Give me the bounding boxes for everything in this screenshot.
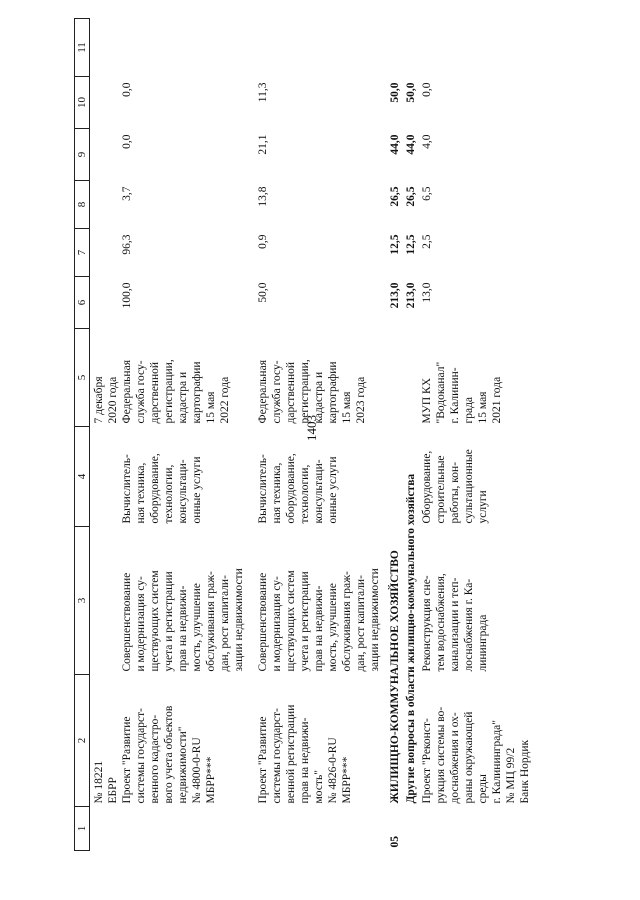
project-executor: 7 декабря 2020 года Федеральная служба госу- дарственной регистрации, кадастра и картографии 15 мая 2022 года [93,359,231,424]
section-total-8: 26,5 [389,186,401,207]
value-col-7: 0,9 [257,234,269,249]
value-col-9: 21,1 [257,134,269,155]
col-header-2: 2 [75,675,90,807]
project-goods: Оборудование, строительные работы, кон- сультационные услуги [421,449,489,524]
value-col-10: 11,3 [257,82,269,103]
table-row [246,19,382,851]
value-col-6: 13,0 [421,282,433,303]
value-col-11 [90,19,247,77]
value-col-9: 0,0 [121,134,133,149]
section-title: ЖИЛИЩНО-КОММУНАЛЬНОЕ ХОЗЯЙСТВО [389,550,401,804]
subsection-row [402,19,418,851]
table-row [418,19,532,851]
project-goods: Вычислитель- ная техника, оборудование, технологии, консультаци- онные услуги [257,453,339,524]
row-code [90,807,247,851]
rotated-table-container [74,19,590,851]
col-header-9: 9 [75,129,90,181]
value-col-8: 6,5 [421,186,433,201]
section-total-10: 50,0 [389,82,401,103]
value-col-10: 0,0 [421,82,433,97]
project-executor: Федеральная служба госу- дарственной регистрации, кадастра и картографии 15 мая 2023 года [257,359,367,424]
value-col-7: 2,5 [421,234,433,249]
section-total-9: 44,0 [389,134,401,155]
project-purpose: Реконструкция сне- тем водоснабжения, канализации и теп- лоснабжения г. Ка- лининграда [421,573,489,672]
subsection-total-6: 213,0 [405,282,417,309]
section-row [382,19,402,851]
col-header-10: 10 [75,77,90,129]
col-header-4: 4 [75,427,90,527]
col-header-8: 8 [75,181,90,229]
project-name: Проект "Развитие системы государст- венной регистрации прав на недвижи- мость" № 4826-0-RU МБРР*** [257,704,353,804]
col-header-7: 7 [75,229,90,277]
project-name: Проект "Реконст- рукция системы во- доснабжения и ох- раны окружающей среды г. Калининграда" № МЦ 99/2 Банк Нордик [421,706,531,804]
col-header-6: 6 [75,277,90,329]
subsection-title: Другие вопросы в области жилищно-коммунального хозяйства [405,473,417,804]
value-col-8: 3,7 [121,186,133,201]
column-number-row [75,19,90,851]
value-col-8: 13,8 [257,186,269,207]
value-col-6: 100,0 [121,282,133,309]
subsection-total-10: 50,0 [405,82,417,103]
subsection-total-9: 44,0 [405,134,417,155]
project-purpose: Совершенствование и модернизация су- ществующих систем учета и регистрации прав на недвижи- мость, улучшение обслуживания граж- дан, рост капитали- зации недвижимости [257,568,381,672]
col-header-5: 5 [75,329,90,427]
project-executor: МУП КХ "Водоканал" г. Калинин- града 15 мая 2021 года [421,361,503,424]
col-header-1: 1 [75,807,90,851]
project-goods: Вычислитель- ная техника, оборудование, технологии, консультаци- онные услуги [121,453,203,524]
subsection-total-7: 12,5 [405,234,417,255]
col-header-3: 3 [75,527,90,675]
value-col-10: 0,0 [121,82,133,97]
value-col-11 [246,19,382,77]
value-col-7: 96,3 [121,234,133,255]
page-number: 1403 [304,415,319,441]
financing-table [74,18,532,851]
section-total-6: 213,0 [389,282,401,309]
section-code: 05 [389,836,401,848]
project-purpose: Совершенствование и модернизация су- ществующих систем учета и регистрации прав на недвижи- мость, улучшение обслуживания граж- дан, рост капитали- зации недвижимости [121,568,245,672]
section-total-7: 12,5 [389,234,401,255]
table-row [90,19,247,851]
row-code [246,807,382,851]
value-col-6: 50,0 [257,282,269,303]
col-header-11: 11 [75,19,90,77]
value-col-9: 4,0 [421,134,433,149]
project-name: № 18221 ЕБРР Проект "Развитие системы государст- венного кадастро- вого учета объектов недвижимости" № 4800-0-RU МБРР*** [93,705,217,804]
subsection-total-8: 26,5 [405,186,417,207]
